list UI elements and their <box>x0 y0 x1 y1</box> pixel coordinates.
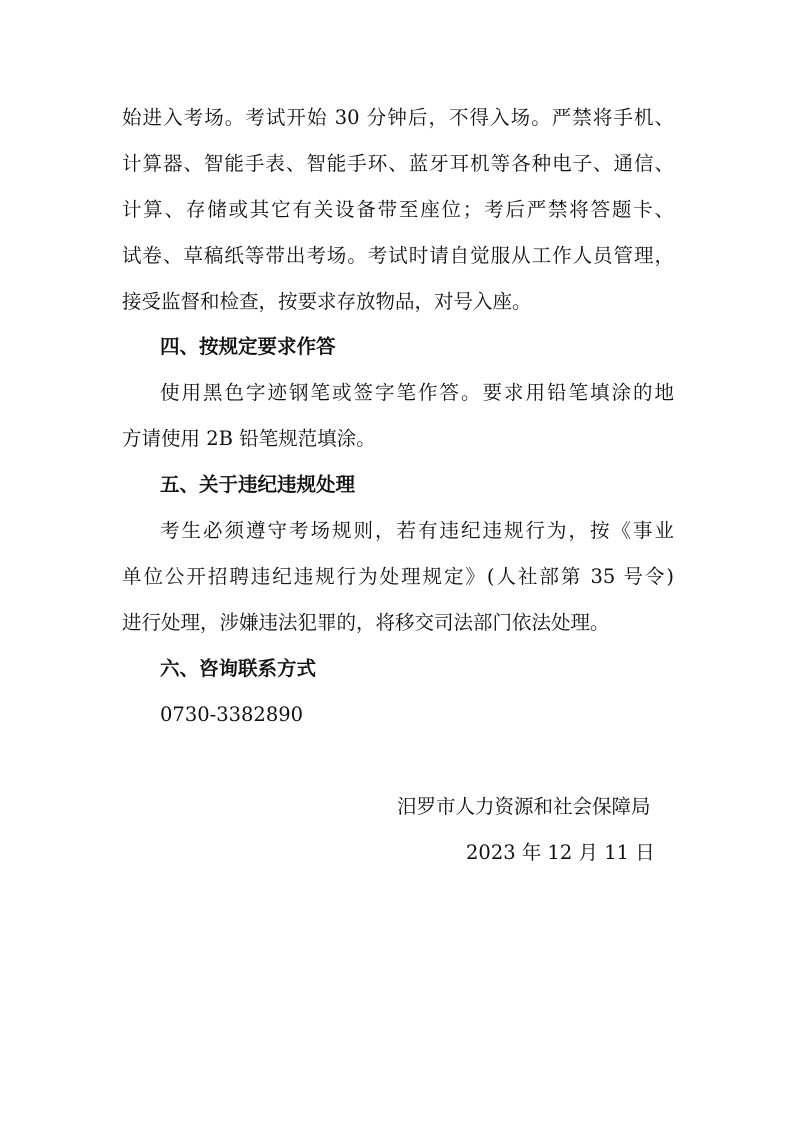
paragraph-line: 方请使用 2B 铅笔规范填涂。 <box>122 427 376 450</box>
paragraph-line: 计算、存储或其它有关设备带至座位；考后严禁将答题卡、 <box>122 198 674 221</box>
paragraph-line: 进行处理，涉嫌违法犯罪的，将移交司法部门依法处理。 <box>122 611 610 634</box>
issuer-name: 汨罗市人力资源和社会保障局 <box>397 795 651 818</box>
paragraph-line: 考生必须遵守考场规则，若有违纪违规行为，按《事业 <box>160 519 674 542</box>
section-heading: 六、咨询联系方式 <box>160 657 317 680</box>
paragraph-line: 试卷、草稿纸等带出考场。考试时请自觉服从工作人员管理， <box>122 244 674 267</box>
paragraph-line: 接受监督和检查，按要求存放物品，对号入座。 <box>122 290 532 313</box>
paragraph-line: 计算器、智能手表、智能手环、蓝牙耳机等各种电子、通信、 <box>122 152 674 175</box>
paragraph-line: 始进入考场。考试开始 30 分钟后，不得入场。严禁将手机、 <box>122 106 674 129</box>
paragraph-line: 单位公开招聘违纪违规行为处理规定》(人社部第 35 号令) <box>122 565 674 588</box>
paragraph-line: 使用黑色字迹钢笔或签字笔作答。要求用铅笔填涂的地 <box>160 381 674 404</box>
issue-date: 2023 年 12 月 11 日 <box>466 841 655 864</box>
section-heading: 五、关于违纪违规处理 <box>160 473 356 496</box>
section-heading: 四、按规定要求作答 <box>160 335 336 358</box>
contact-phone: 0730-3382890 <box>160 703 304 726</box>
